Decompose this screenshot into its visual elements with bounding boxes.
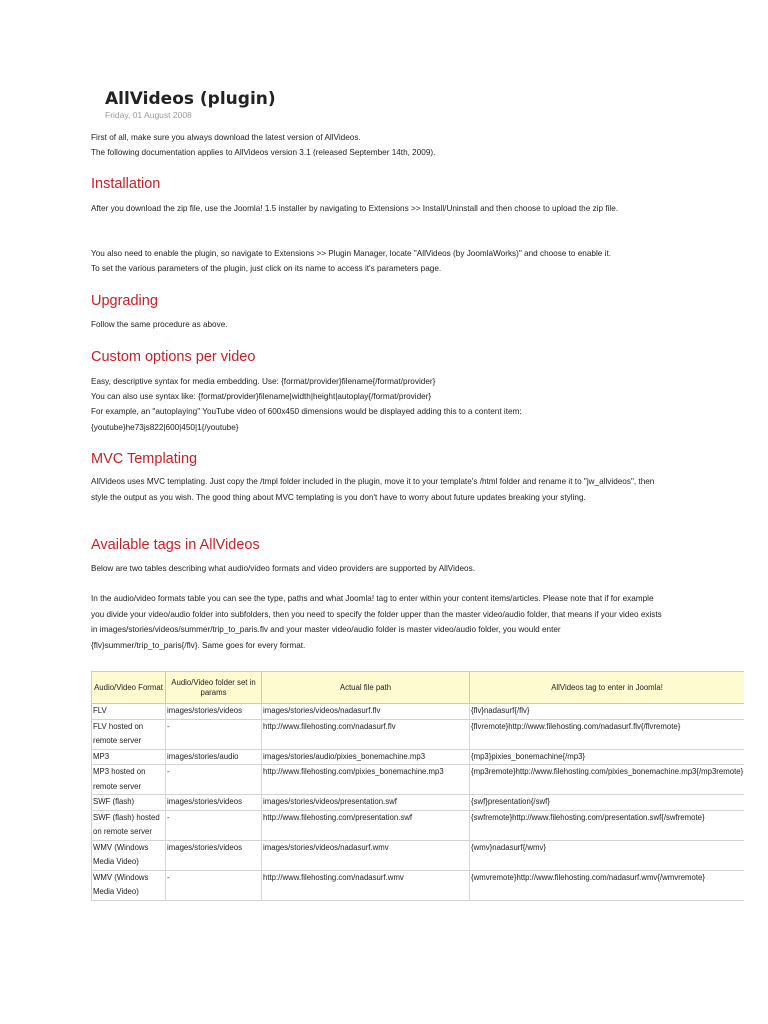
header-joomla-tag: AllVideos tag to enter in Joomla!	[470, 672, 745, 704]
tags-paragraph-1: Below are two tables describing what audio/video formats and video providers are supported by AllVideos.	[91, 564, 475, 573]
cell-folder: -	[166, 719, 262, 749]
cell-file-path: images/stories/videos/nadasurf.flv	[262, 704, 470, 720]
cell-file-path: images/stories/videos/nadasurf.wmv	[262, 840, 470, 870]
table-row	[92, 704, 745, 720]
cell-folder: -	[166, 810, 262, 840]
table-row	[92, 795, 745, 811]
intro-line-2: The following documentation applies to AllVideos version 3.1 (released September 14th, 2009).	[91, 148, 436, 157]
cell-file-path: images/stories/videos/presentation.swf	[262, 795, 470, 811]
custom-line-1: Easy, descriptive syntax for media embedding. Use: {format/provider}filename{/format/provider}	[91, 377, 436, 386]
cell-format: MP3 hosted on remote server	[92, 765, 166, 795]
custom-line-3: For example, an "autoplaying" YouTube video of 600x450 dimensions would be displayed adding this to a content item: {youtube}he73js822|600|450|1{/youtube}	[91, 407, 522, 432]
heading-custom-options: Custom options per video	[91, 349, 256, 365]
table-row	[92, 749, 745, 765]
upgrading-paragraph: Follow the same procedure as above.	[91, 320, 228, 329]
cell-folder: -	[166, 765, 262, 795]
cell-file-path: http://www.filehosting.com/nadasurf.flv	[262, 719, 470, 749]
cell-joomla-tag: {flvremote}http://www.filehosting.com/nadasurf.flv{/flvremote}	[470, 719, 745, 749]
cell-file-path: http://www.filehosting.com/presentation.swf	[262, 810, 470, 840]
publish-date: Friday, 01 August 2008	[105, 110, 192, 120]
header-file-path: Actual file path	[262, 672, 470, 704]
cell-joomla-tag: {mp3remote}http://www.filehosting.com/pixies_bonemachine.mp3{/mp3remote}	[470, 765, 745, 795]
cell-format: WMV (Windows Media Video)	[92, 870, 166, 900]
mvc-paragraph: AllVideos uses MVC templating. Just copy the /tmpl folder included in the plugin, move it to your template's /html folder and rename it to "jw_allvideos", then style the output as you wish. The good thing about MVC templating is you don't have to worry about future updates breaking your styling.	[91, 477, 655, 502]
heading-upgrading: Upgrading	[91, 293, 158, 309]
table-row	[92, 810, 745, 840]
heading-available-tags: Available tags in AllVideos	[91, 537, 260, 553]
table-row	[92, 840, 745, 870]
installation-paragraph-1: After you download the zip file, use the Joomla! 1.5 installer by navigating to Extensions >> Install/Uninstall and then choose to upload the zip file.	[91, 204, 619, 213]
cell-format: FLV	[92, 704, 166, 720]
cell-file-path: images/stories/audio/pixies_bonemachine.mp3	[262, 749, 470, 765]
cell-folder: images/stories/videos	[166, 704, 262, 720]
heading-mvc-templating: MVC Templating	[91, 451, 198, 467]
installation-paragraph-2: You also need to enable the plugin, so navigate to Extensions >> Plugin Manager, locate "AllVideos (by JoomlaWorks)" and choose to enable it.	[91, 249, 611, 258]
tags-paragraph-2: In the audio/video formats table you can see the type, paths and what Joomla! tag to enter within your content items/articles. Please note that if for example you divide your video/audio folder into subfolders, then you need to specify the folder upper than the master video/audio folder, that means if your video exists in images/stories/videos/summer/trip_to_paris.flv and your master video/audio folder is master video/audio folder, you would enter {flv}summer/trip_to_paris{/flv}. Same goes for every format.	[91, 594, 662, 650]
formats-table	[91, 671, 744, 901]
cell-file-path: http://www.filehosting.com/pixies_bonemachine.mp3	[262, 765, 470, 795]
cell-folder: images/stories/audio	[166, 749, 262, 765]
cell-format: SWF (flash) hosted on remote server	[92, 810, 166, 840]
installation-paragraph-3: To set the various parameters of the plugin, just click on its name to access it's parameters page.	[91, 264, 442, 273]
cell-folder: images/stories/videos	[166, 840, 262, 870]
header-format: Audio/Video Format	[92, 672, 166, 704]
cell-folder: images/stories/videos	[166, 795, 262, 811]
custom-line-2: You can also use syntax like: {format/provider}filename|width|height|autoplay{/format/provider}	[91, 392, 432, 401]
cell-joomla-tag: {flv}nadasurf{/flv}	[470, 704, 745, 720]
table-header-row	[92, 672, 745, 704]
cell-format: FLV hosted on remote server	[92, 719, 166, 749]
cell-folder: -	[166, 870, 262, 900]
table-row	[92, 870, 745, 900]
cell-format: MP3	[92, 749, 166, 765]
cell-format: WMV (Windows Media Video)	[92, 840, 166, 870]
header-folder: Audio/Video folder set in params	[166, 672, 262, 704]
intro-line-1: First of all, make sure you always download the latest version of AllVideos.	[91, 133, 361, 142]
cell-joomla-tag: {wmv}nadasurf{/wmv}	[470, 840, 745, 870]
cell-format: SWF (flash)	[92, 795, 166, 811]
table-row	[92, 765, 745, 795]
cell-joomla-tag: {swfremote}http://www.filehosting.com/presentation.swf{/swfremote}	[470, 810, 745, 840]
cell-joomla-tag: {wmvremote}http://www.filehosting.com/nadasurf.wmv{/wmvremote}	[470, 870, 745, 900]
page-title: AllVideos (plugin)	[105, 89, 276, 109]
heading-installation: Installation	[91, 176, 161, 192]
cell-joomla-tag: {mp3}pixies_bonemachine{/mp3}	[470, 749, 745, 765]
cell-joomla-tag: {swf}presentation{/swf}	[470, 795, 745, 811]
cell-file-path: http://www.filehosting.com/nadasurf.wmv	[262, 870, 470, 900]
table-row	[92, 719, 745, 749]
